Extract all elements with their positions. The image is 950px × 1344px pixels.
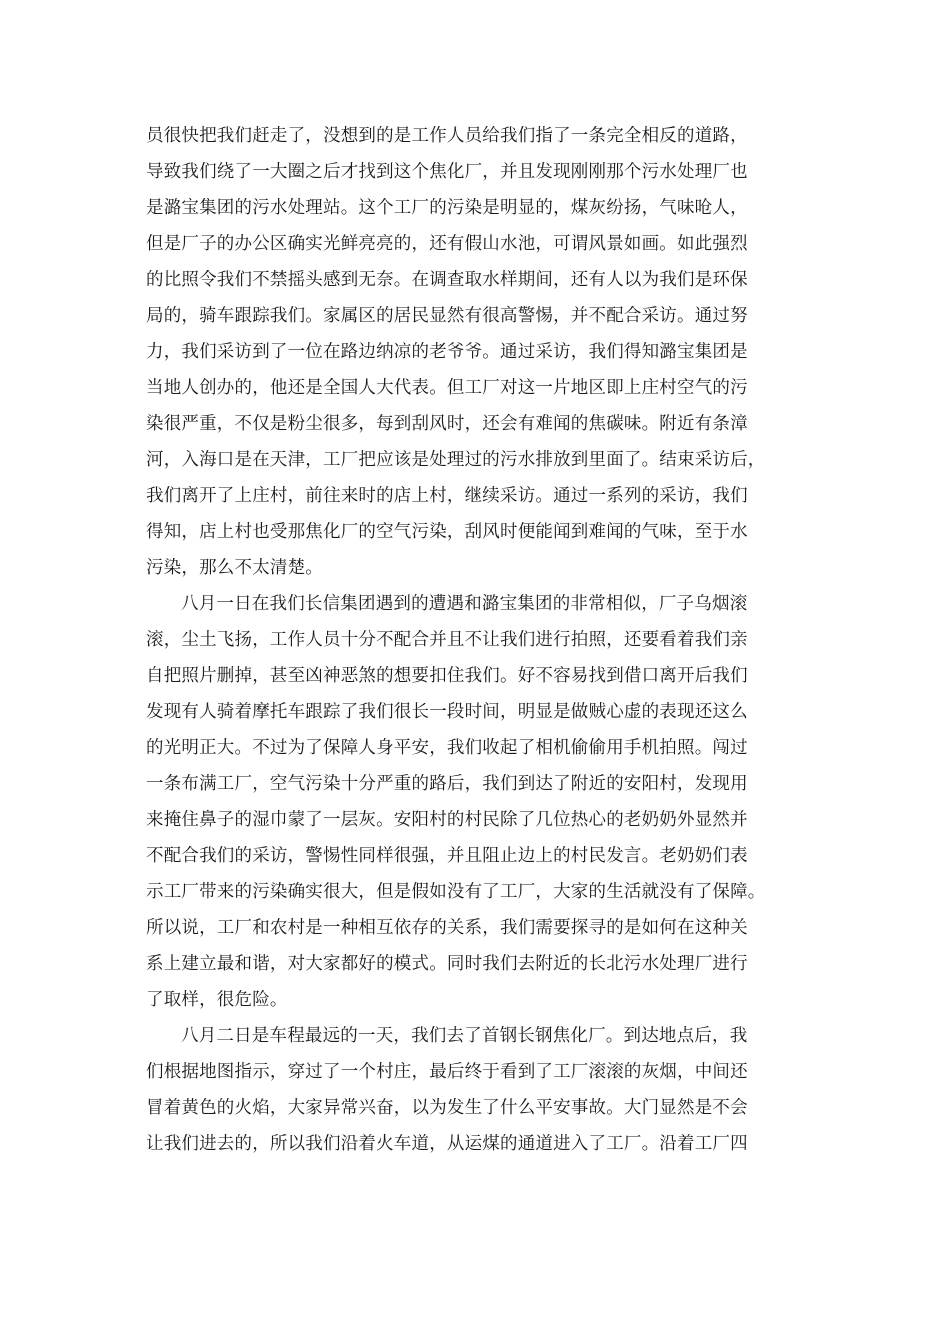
text-line: 八月一日在我们长信集团遇到的遭遇和潞宝集团的非常相似，厂子乌烟滚 [181, 594, 748, 614]
text-line: 的光明正大。不过为了保障人身平安，我们收起了相机偷偷用手机拍照。闯过 [146, 738, 748, 758]
text-line: 系上建立最和谐，对大家都好的模式。同时我们去附近的长北污水处理厂进行 [146, 954, 748, 974]
text-line: 不配合我们的采访，警惕性同样很强，并且阻止边上的村民发言。老奶奶们表 [146, 846, 748, 866]
body-text [146, 118, 806, 1162]
text-line: 是潞宝集团的污水处理站。这个工厂的污染是明显的，煤灰纷扬，气味呛人， [146, 198, 748, 218]
text-line: 污染，那么不太清楚。 [146, 558, 323, 578]
text-line: 来掩住鼻子的湿巾蒙了一层灰。安阳村的村民除了几位热心的老奶奶外显然并 [146, 810, 748, 830]
text-line: 当地人创办的，他还是全国人大代表。但工厂对这一片地区即上庄村空气的污 [146, 378, 748, 398]
text-line: 局的，骑车跟踪我们。家属区的居民显然有很高警惕，并不配合采访。通过努 [146, 306, 748, 326]
text-line: 员很快把我们赶走了，没想到的是工作人员给我们指了一条完全相反的道路， [146, 126, 748, 146]
text-line: 的比照令我们不禁摇头感到无奈。在调查取水样期间，还有人以为我们是环保 [146, 270, 748, 290]
text-line: 染很严重，不仅是粉尘很多，每到刮风时，还会有难闻的焦碳味。附近有条漳 [146, 414, 748, 434]
text-line: 示工厂带来的污染确实很大，但是假如没有了工厂，大家的生活就没有了保障。 [146, 882, 766, 902]
text-line: 八月二日是车程最远的一天，我们去了首钢长钢焦化厂。到达地点后，我 [181, 1026, 748, 1046]
text-line: 得知，店上村也受那焦化厂的空气污染，刮风时便能闻到难闻的气味，至于水 [146, 522, 748, 542]
text-line: 冒着黄色的火焰，大家异常兴奋，以为发生了什么平安事故。大门显然是不会 [146, 1098, 748, 1118]
text-line: 所以说，工厂和农村是一种相互依存的关系，我们需要探寻的是如何在这种关 [146, 918, 748, 938]
text-line: 导致我们绕了一大圈之后才找到这个焦化厂，并且发现刚刚那个污水处理厂也 [146, 162, 748, 182]
text-line: 我们离开了上庄村，前往来时的店上村，继续采访。通过一系列的采访，我们 [146, 486, 748, 506]
text-line: 们根据地图指示，穿过了一个村庄，最后终于看到了工厂滚滚的灰烟，中间还 [146, 1062, 748, 1082]
text-line: 但是厂子的办公区确实光鲜亮亮的，还有假山水池，可谓风景如画。如此强烈 [146, 234, 748, 254]
text-line: 让我们进去的，所以我们沿着火车道，从运煤的通道进入了工厂。沿着工厂四 [146, 1134, 748, 1154]
text-line: 滚，尘土飞扬，工作人员十分不配合并且不让我们进行拍照，还要看着我们亲 [146, 630, 748, 650]
text-line: 河，入海口是在天津，工厂把应该是处理过的污水排放到里面了。结束采访后， [146, 450, 766, 470]
text-line: 一条布满工厂，空气污染十分严重的路后，我们到达了附近的安阳村，发现用 [146, 774, 748, 794]
text-line: 自把照片删掉，甚至凶神恶煞的想要扣住我们。好不容易找到借口离开后我们 [146, 666, 748, 686]
text-line: 力，我们采访到了一位在路边纳凉的老爷爷。通过采访，我们得知潞宝集团是 [146, 342, 748, 362]
text-line: 了取样，很危险。 [146, 990, 288, 1010]
text-line: 发现有人骑着摩托车跟踪了我们很长一段时间，明显是做贼心虚的表现还这么 [146, 702, 748, 722]
